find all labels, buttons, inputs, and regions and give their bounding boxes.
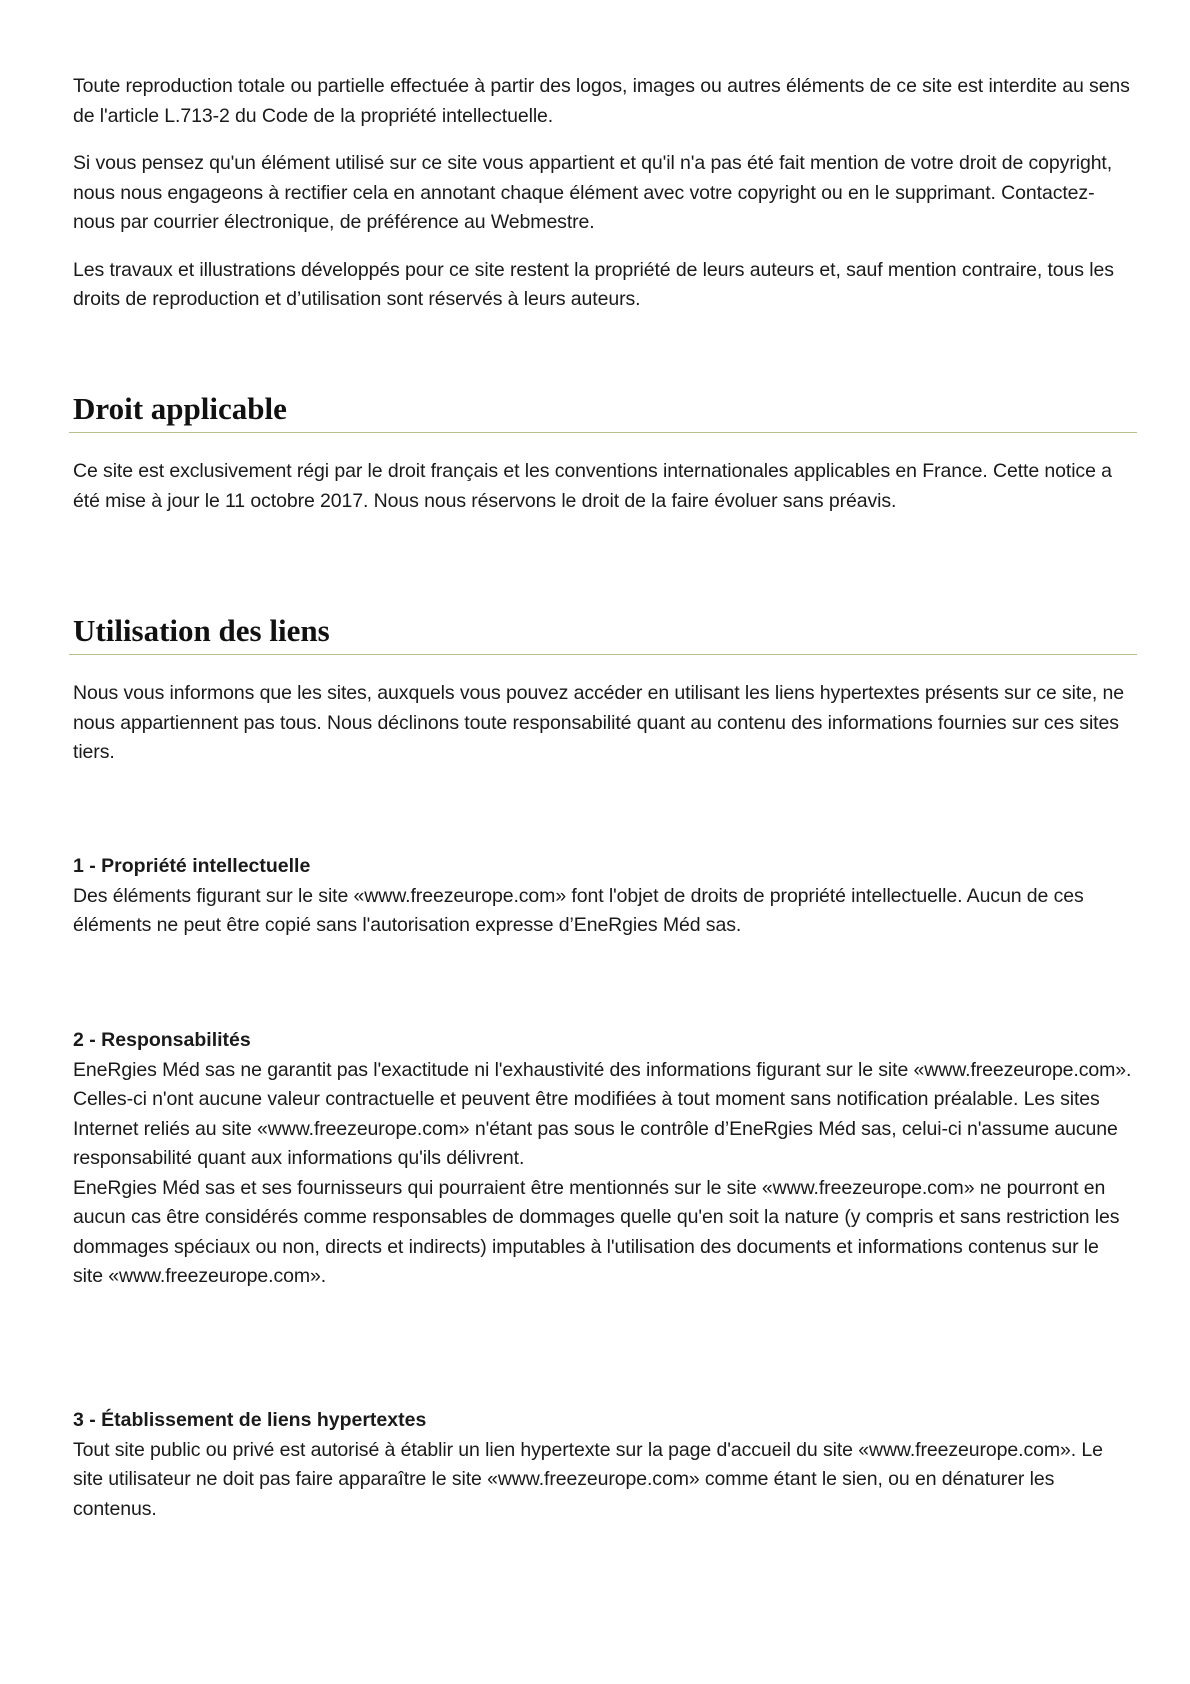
subsection-title-liens-hypertextes: 3 - Établissement de liens hypertextes [73,1409,427,1431]
section-responsabilites [73,1026,1133,1292]
responsabilites-paragraph-1: EneRgies Méd sas ne garantit pas l'exactitude ni l'exhaustivité des informations figurant sur le site «www.freezeurope.com». Celles-ci n'ont aucune valeur contractuelle et peuvent être modifiées à tout moment sans notification préalable. Les sites Internet reliés au site «www.freezeurope.com» n'étant pas sous le contrôle d’EneRgies Méd sas, celui-ci n'assume aucune responsabilité quant aux informations qu'ils délivrent. [73,1058,1132,1169]
section-utilisation-liens [73,612,1133,768]
responsabilites-paragraph-2: EneRgies Méd sas et ses fournisseurs qui pourraient être mentionnés sur le site «www.freezeurope.com» ne pourront en aucun cas être considérés comme responsables de dommages quelle qu'en soit la nature (y compris et sans restriction les dommages spéciaux ou non, directs et indirects) imputables à l'utilisation des documents et informations contenus sur le site «www.freezeurope.com». [73,1176,1120,1287]
section-propriete-intellectuelle [73,852,1133,941]
propriete-paragraph: Des éléments figurant sur le site «www.freezeurope.com» font l'objet de droits de propriété intellectuelle. Aucun de ces éléments ne peut être copié sans l'autorisation expresse d’EneRgies Méd sas. [73,884,1084,936]
section-title-droit-applicable: Droit applicable [73,391,287,426]
liens-hypertextes-paragraph: Tout site public ou privé est autorisé à établir un lien hypertexte sur la page d'accueil du site «www.freezeurope.com». Le site utilisateur ne doit pas faire apparaître le site «www.freezeurope.com» comme étant le sien, ou en dénaturer les contenus. [73,1438,1103,1520]
intro-paragraph-copyright: Si vous pensez qu'un élément utilisé sur ce site vous appartient et qu'il n'a pas été fait mention de votre droit de copyright, nous nous engageons à rectifier cela en annotant chaque élément avec votre copyright ou en le supprimant. Contactez-nous par courrier électronique, de préférence au Webmestre. [73,152,1113,233]
intro-section [73,72,1133,315]
subsection-title-propriete: 1 - Propriété intellectuelle [73,855,311,877]
intro-paragraph-reproduction: Toute reproduction totale ou partielle effectuée à partir des logos, images ou autres éléments de ce site est interdite au sens de l'article L.713-2 du Code de la propriété intellectuelle. [73,75,1130,127]
section-divider [69,432,1137,433]
section-divider [69,654,1137,655]
section-droit-applicable [73,390,1133,516]
section-liens-hypertextes [73,1406,1133,1524]
droit-applicable-paragraph: Ce site est exclusivement régi par le droit français et les conventions internationales applicables en France. Cette notice a été mise à jour le 11 octobre 2017. Nous nous réservons le droit de la faire évoluer sans préavis. [73,460,1112,512]
utilisation-liens-paragraph: Nous vous informons que les sites, auxquels vous pouvez accéder en utilisant les liens hypertextes présents sur ce site, ne nous appartiennent pas tous. Nous déclinons toute responsabilité quant au contenu des informations fournies sur ces sites tiers. [73,682,1125,763]
section-title-utilisation-liens: Utilisation des liens [73,613,330,648]
intro-paragraph-authors: Les travaux et illustrations développés pour ce site restent la propriété de leurs auteurs et, sauf mention contraire, tous les droits de reproduction et d’utilisation sont réservés à leurs auteurs. [73,258,1114,310]
subsection-title-responsabilites: 2 - Responsabilités [73,1029,251,1051]
